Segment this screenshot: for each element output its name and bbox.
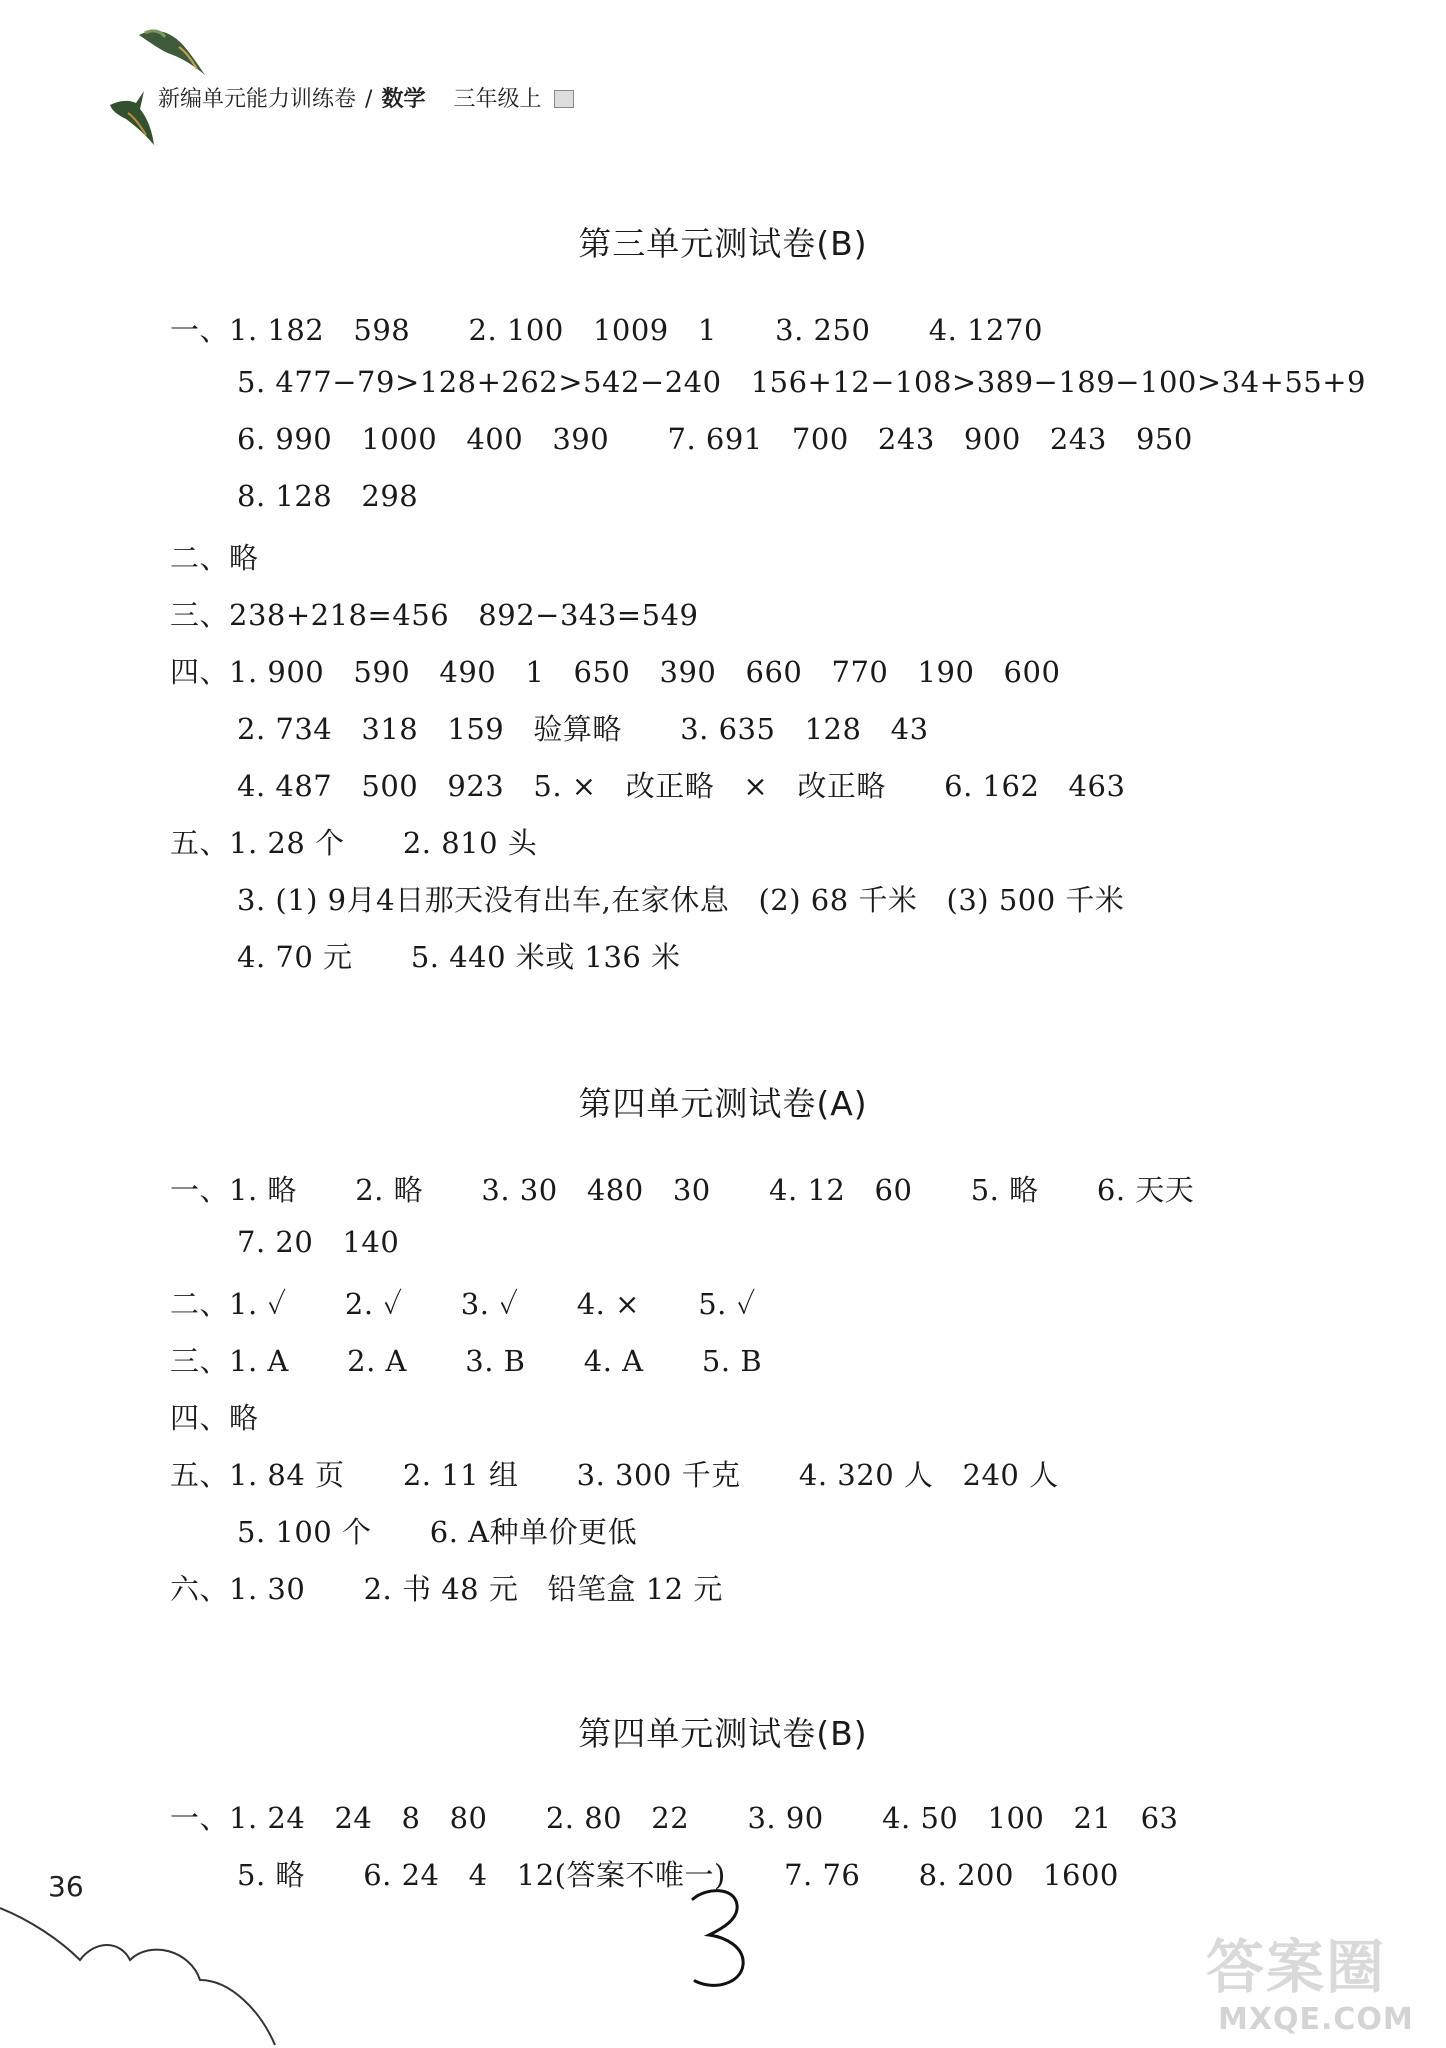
subject-label: 数学 xyxy=(381,87,426,112)
book-title: 新编单元能力训练卷 xyxy=(158,87,357,112)
answer-line: 二、1. ✓ 2. ✓ 3. ✓ 4. × 5. ✓ xyxy=(170,1287,756,1321)
answer-line: 一、1. 24 24 8 80 2. 80 22 3. 90 4. 50 100 21 63 xyxy=(170,1801,1179,1835)
bird-illustration xyxy=(108,85,158,147)
section-title: 第四单元测试卷(B) xyxy=(578,1714,868,1753)
answer-line: 8. 128 298 xyxy=(237,479,419,513)
answer-line: 四、1. 900 590 490 1 650 390 660 770 190 600 xyxy=(170,655,1061,689)
answer-line: 3. (1) 9月4日那天没有出车,在家休息 (2) 68 千米 (3) 500 千米 xyxy=(237,883,1125,917)
answer-line: 五、1. 84 页 2. 11 组 3. 300 千克 4. 320 人 240 人 xyxy=(170,1458,1059,1492)
answer-line: 二、略 xyxy=(170,541,259,575)
bird-illustration xyxy=(135,25,210,80)
section-title: 第三单元测试卷(B) xyxy=(578,224,868,263)
answer-line: 六、1. 30 2. 书 48 元 铅笔盒 12 元 xyxy=(170,1572,723,1606)
answer-line: 五、1. 28 个 2. 810 头 xyxy=(170,826,538,860)
answer-line: 7. 20 140 xyxy=(237,1225,400,1259)
answer-line: 5. 100 个 6. A种单价更低 xyxy=(237,1515,638,1549)
answer-line: 5. 477−79>128+262>542−240 156+12−108>389−189−100>34+55+9 xyxy=(237,365,1367,399)
grade-label: 三年级上 xyxy=(453,87,542,112)
header-separator: / xyxy=(365,87,373,112)
answer-line: 6. 990 1000 400 390 7. 691 700 243 900 243 950 xyxy=(237,422,1193,456)
section-title: 第四单元测试卷(A) xyxy=(578,1084,868,1123)
watermark xyxy=(1206,1920,1436,2040)
answer-line: 一、1. 略 2. 略 3. 30 480 30 4. 12 60 5. 略 6. 天天 xyxy=(170,1173,1195,1207)
answer-line: 一、1. 182 598 2. 100 1009 1 3. 250 4. 1270 xyxy=(170,313,1043,347)
watermark-logo-text: 答案圈 xyxy=(1206,1933,1387,2001)
answer-line: 三、1. A 2. A 3. B 4. A 5. B xyxy=(170,1344,763,1378)
handwritten-mark xyxy=(685,1885,755,1995)
cloud-illustration xyxy=(0,1800,300,2048)
answer-line: 三、238+218=456 892−343=549 xyxy=(170,598,699,632)
answer-line: 4. 70 元 5. 440 米或 136 米 xyxy=(237,940,681,974)
answer-line: 5. 略 6. 24 4 12(答案不唯一) 7. 76 8. 200 1600 xyxy=(237,1858,1119,1892)
watermark-domain: MXQE.COM xyxy=(1218,2002,1414,2037)
page-number: 36 xyxy=(48,1870,84,1903)
book-icon xyxy=(554,90,574,108)
answer-line: 4. 487 500 923 5. × 改正略 × 改正略 6. 162 463 xyxy=(237,769,1126,803)
answer-line: 2. 734 318 159 验算略 3. 635 128 43 xyxy=(237,712,929,746)
answer-line: 四、略 xyxy=(170,1401,259,1435)
page-header xyxy=(158,82,574,113)
